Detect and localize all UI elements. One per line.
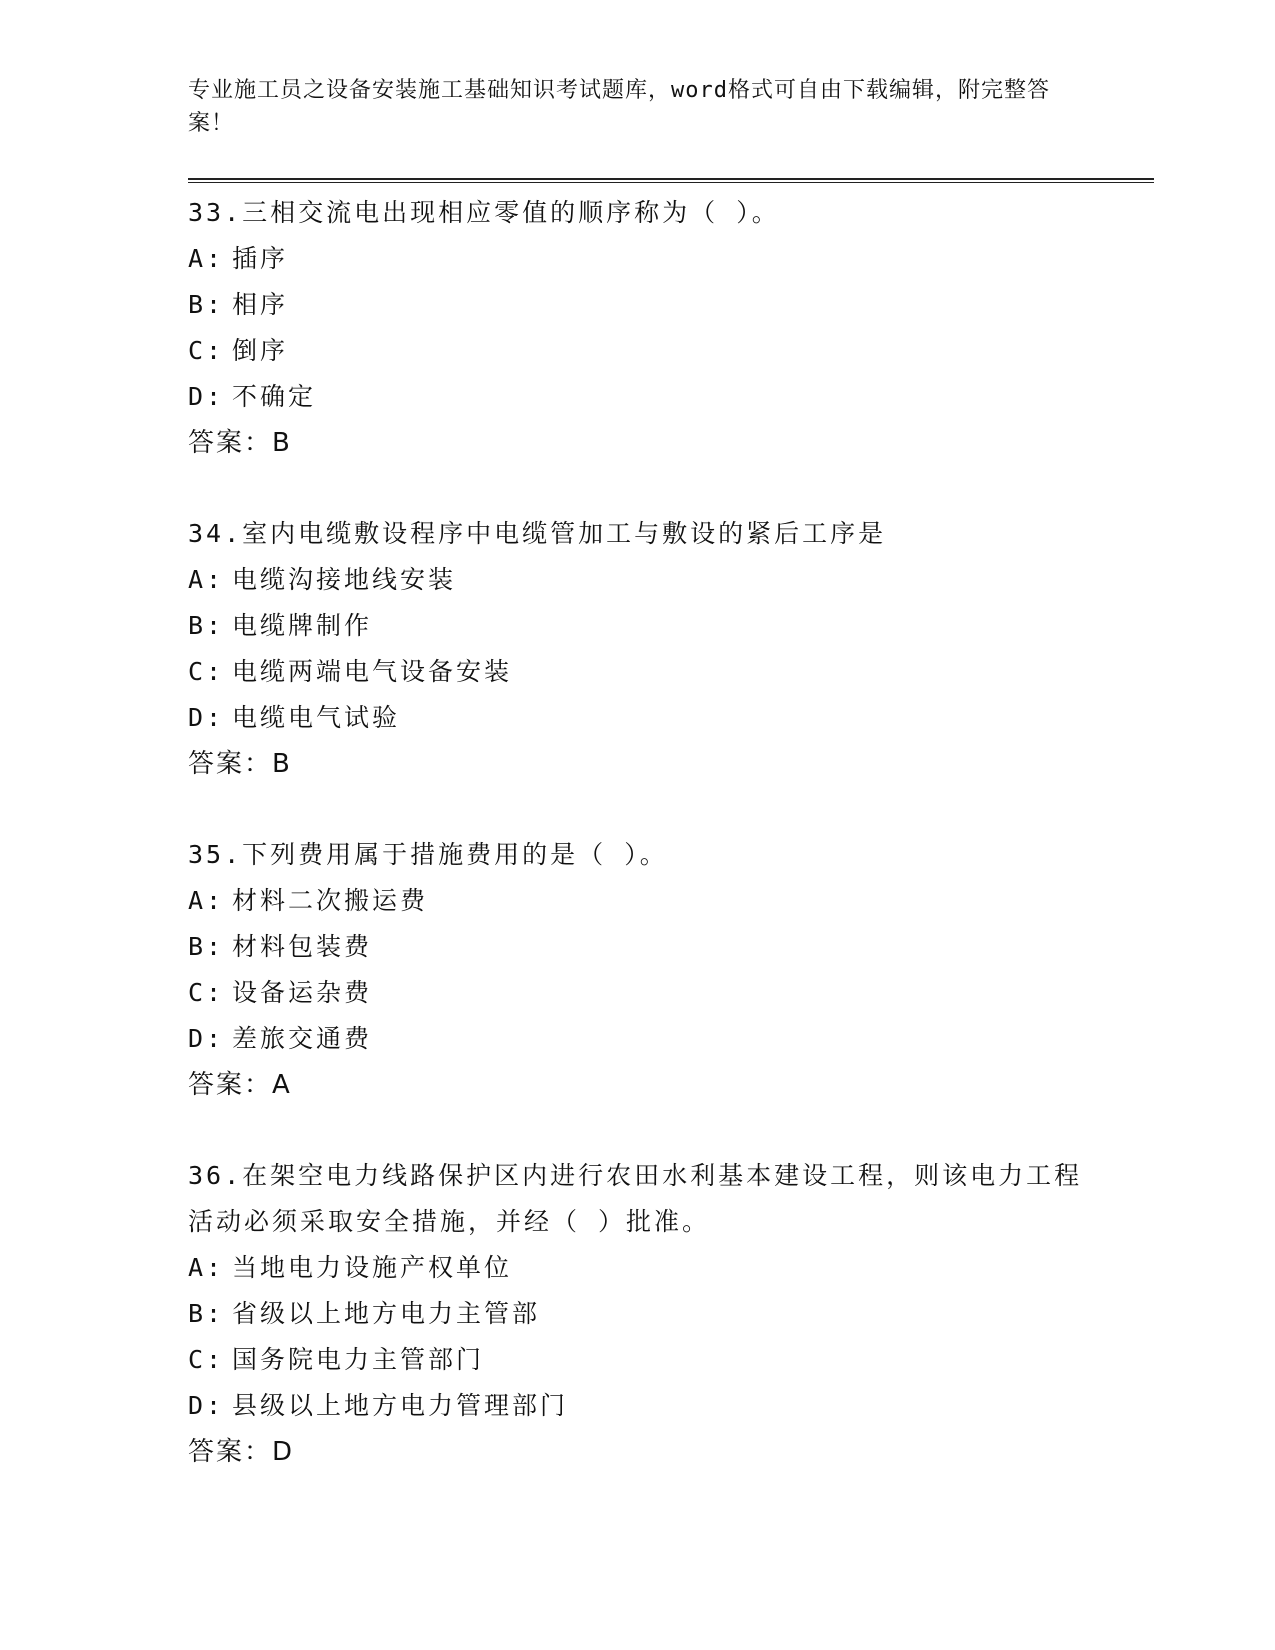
- option-letter: B:: [188, 611, 225, 640]
- option-text: 材料包装费: [232, 932, 373, 961]
- option-letter: A:: [188, 565, 225, 594]
- option-c: [188, 328, 1088, 374]
- answer-line: 答案：B: [188, 749, 292, 779]
- option-c: [188, 970, 1088, 1016]
- question-33: [188, 190, 1088, 466]
- header-divider: [188, 178, 1154, 183]
- option-letter: D:: [188, 1391, 225, 1420]
- option-text: 电缆电气试验: [232, 703, 401, 732]
- option-d: [188, 1016, 1088, 1062]
- option-d: [188, 1383, 1088, 1429]
- option-b: [188, 603, 1088, 649]
- option-a: [188, 557, 1088, 603]
- option-text: 电缆牌制作: [232, 611, 373, 640]
- question-stem: 34.室内电缆敷设程序中电缆管加工与敷设的紧后工序是: [188, 519, 887, 548]
- option-text: 省级以上地方电力主管部: [232, 1299, 541, 1328]
- option-text: 差旅交通费: [232, 1024, 373, 1053]
- option-c: [188, 649, 1088, 695]
- option-text: 材料二次搬运费: [232, 886, 429, 915]
- option-text: 电缆两端电气设备安装: [232, 657, 513, 686]
- option-b: [188, 924, 1088, 970]
- option-letter: D:: [188, 703, 225, 732]
- option-d: [188, 374, 1088, 420]
- question-stem: 33.三相交流电出现相应零值的顺序称为（ ）。: [188, 198, 780, 227]
- option-letter: B:: [188, 1299, 225, 1328]
- document-header: 专业施工员之设备安装施工基础知识考试题库，word格式可自由下载编辑，附完整答案！: [188, 78, 1050, 136]
- option-letter: C:: [188, 1345, 225, 1374]
- option-text: 设备运杂费: [232, 978, 373, 1007]
- option-letter: C:: [188, 336, 225, 365]
- option-text: 电缆沟接地线安装: [232, 565, 457, 594]
- answer-line: 答案：B: [188, 428, 292, 458]
- option-text: 倒序: [232, 336, 289, 365]
- option-text: 当地电力设施产权单位: [232, 1253, 513, 1282]
- option-text: 国务院电力主管部门: [232, 1345, 485, 1374]
- question-36: [188, 1153, 1088, 1475]
- question-stem: 35.下列费用属于措施费用的是（ ）。: [188, 840, 668, 869]
- question-34: [188, 511, 1088, 787]
- option-letter: C:: [188, 978, 225, 1007]
- option-text: 相序: [232, 290, 289, 319]
- option-letter: D:: [188, 382, 225, 411]
- option-text: 插序: [232, 244, 289, 273]
- option-a: [188, 878, 1088, 924]
- option-letter: A:: [188, 886, 225, 915]
- option-letter: A:: [188, 244, 225, 273]
- option-text: 不确定: [232, 382, 317, 411]
- option-letter: A:: [188, 1253, 225, 1282]
- option-a: [188, 1245, 1088, 1291]
- answer-line: 答案：D: [188, 1437, 295, 1467]
- option-b: [188, 282, 1088, 328]
- option-letter: D:: [188, 1024, 225, 1053]
- option-d: [188, 695, 1088, 741]
- question-35: [188, 832, 1088, 1108]
- question-stem: 36.在架空电力线路保护区内进行农田水利基本建设工程，则该电力工程活动必须采取安全措施，并经（ ）批准。: [188, 1161, 1083, 1236]
- option-c: [188, 1337, 1088, 1383]
- question-list: [188, 190, 1088, 1520]
- option-a: [188, 236, 1088, 282]
- option-letter: B:: [188, 932, 225, 961]
- option-letter: B:: [188, 290, 225, 319]
- option-text: 县级以上地方电力管理部门: [232, 1391, 569, 1420]
- option-letter: C:: [188, 657, 225, 686]
- option-b: [188, 1291, 1088, 1337]
- answer-line: 答案：A: [188, 1070, 292, 1100]
